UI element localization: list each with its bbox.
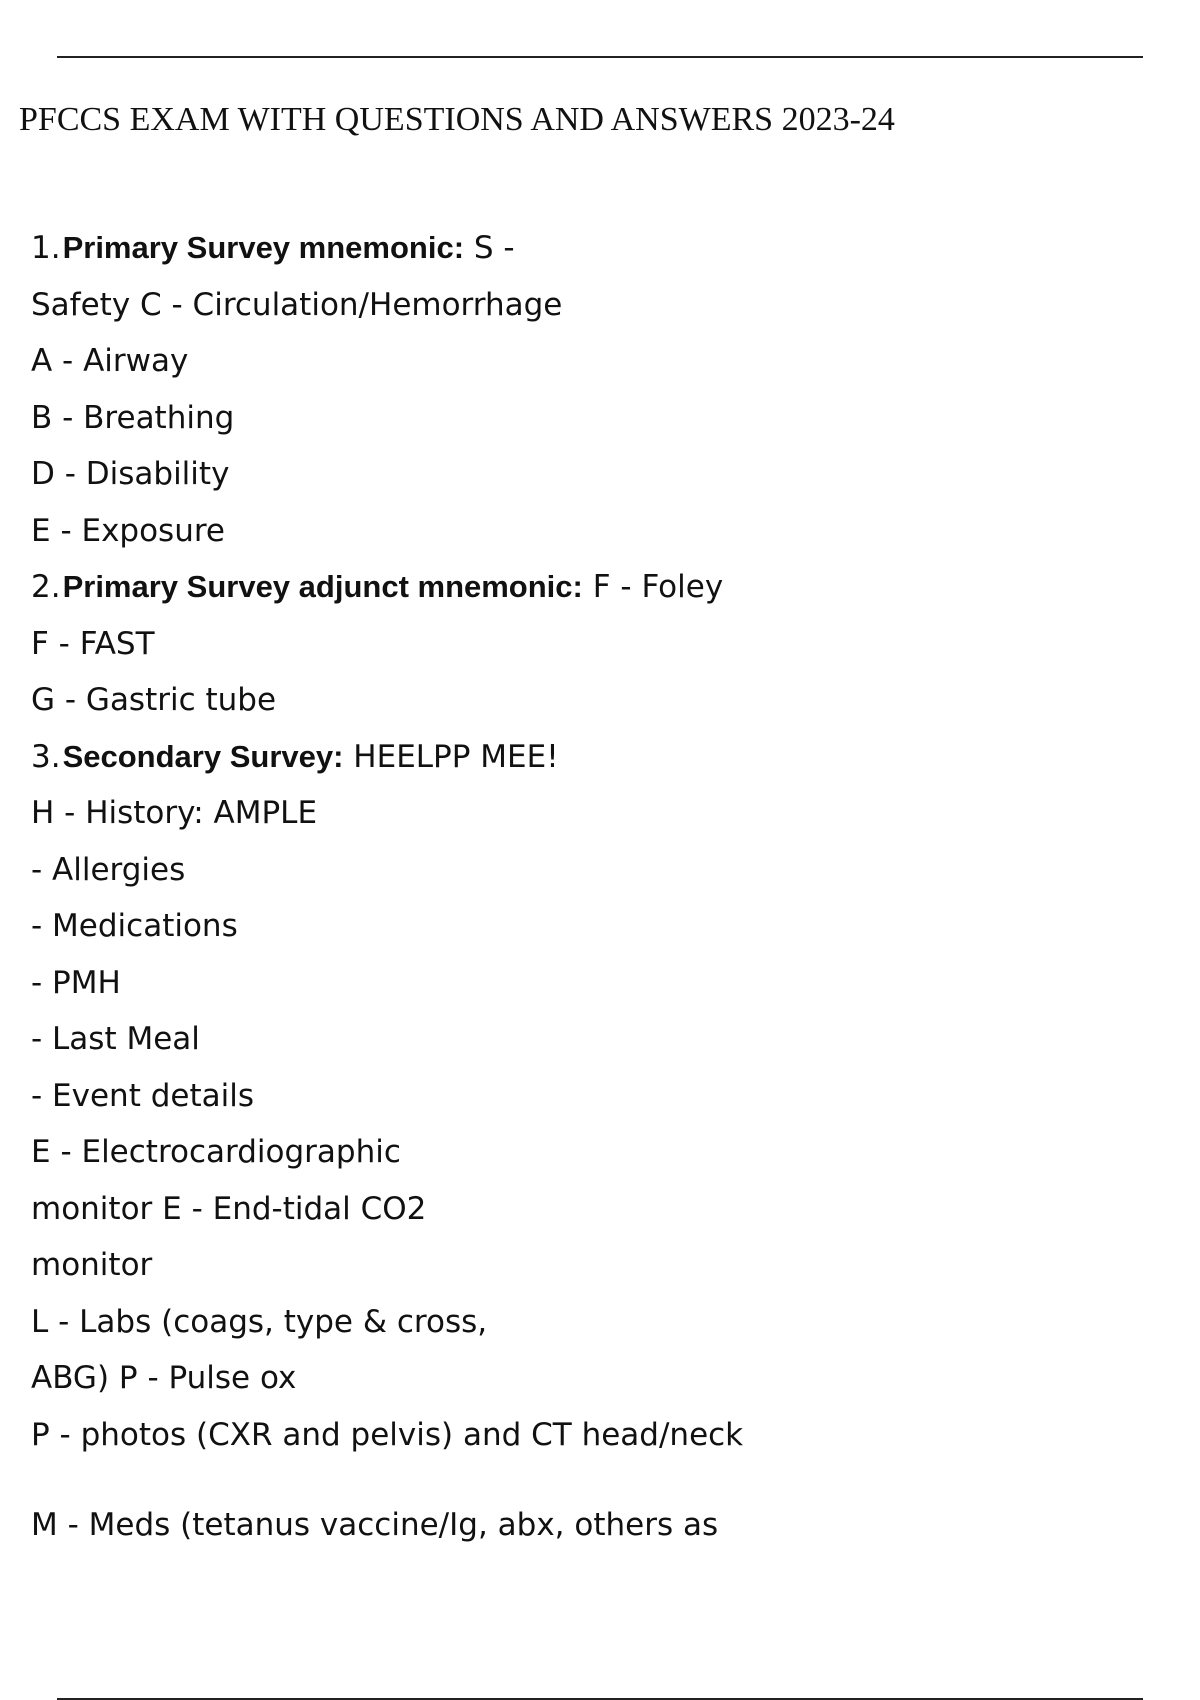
- question-text: Primary Survey mnemonic:: [62, 230, 465, 265]
- question-line: [31, 220, 1131, 277]
- answer-line: P - photos (CXR and pelvis) and CT head/neck: [31, 1416, 744, 1453]
- answer-line: G - Gastric tube: [31, 682, 277, 718]
- answer-line: - PMH: [31, 964, 121, 1001]
- answer-line: Safety C - Circulation/Hemorrhage: [31, 286, 563, 323]
- top-rule: [57, 56, 1143, 58]
- answer-text: F - Foley: [582, 569, 724, 605]
- question-text: Primary Survey adjunct mnemonic:: [62, 569, 583, 604]
- question-number: 2.: [31, 569, 61, 605]
- answer-line: H - History: AMPLE: [31, 795, 318, 831]
- answer-line: - Medications: [31, 908, 238, 944]
- answer-line: E - Electrocardiographic: [31, 1134, 401, 1170]
- document-title: PFCCS EXAM WITH QUESTIONS AND ANSWERS 2023-24: [19, 101, 895, 138]
- answer-line: - Allergies: [31, 851, 186, 888]
- answer-line: monitor E - End-tidal CO2: [31, 1190, 427, 1227]
- question-line: [31, 559, 1131, 616]
- question-number: 1.: [31, 230, 61, 266]
- answer-line: D - Disability: [31, 456, 230, 492]
- qa-content: [31, 220, 1131, 1554]
- answer-line: monitor: [31, 1247, 153, 1283]
- question-number: 3.: [31, 738, 61, 775]
- question-text: Secondary Survey:: [62, 738, 344, 774]
- answer-line: L - Labs (coags, type & cross,: [31, 1303, 488, 1340]
- answer-line: F - FAST: [31, 625, 155, 662]
- answer-text: S -: [464, 230, 515, 266]
- answer-text: HEELPP MEE!: [343, 738, 559, 775]
- answer-line: ABG) P - Pulse ox: [31, 1360, 297, 1396]
- answer-line: - Event details: [31, 1077, 254, 1114]
- question-line: [31, 729, 1131, 786]
- answer-line: M - Meds (tetanus vaccine/Ig, abx, others as: [31, 1507, 719, 1543]
- answer-line: E - Exposure: [31, 512, 225, 549]
- answer-line: B - Breathing: [31, 399, 235, 436]
- answer-line: A - Airway: [31, 343, 189, 379]
- answer-line: - Last Meal: [31, 1021, 200, 1057]
